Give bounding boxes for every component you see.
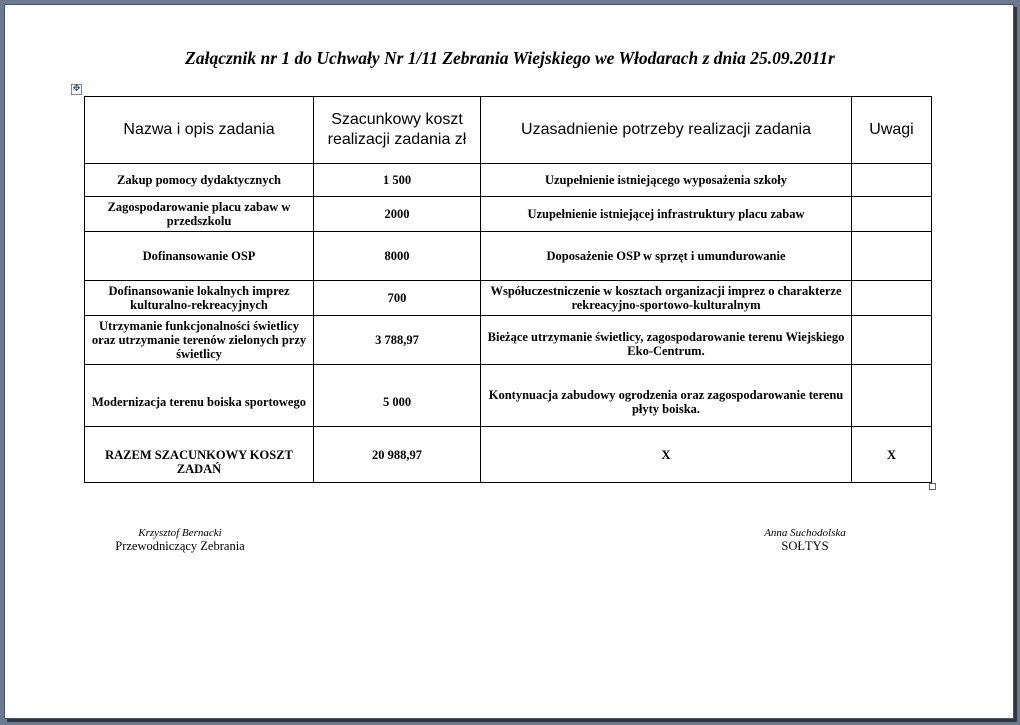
task-notes	[852, 197, 932, 232]
table-row	[85, 316, 932, 365]
header-task-name: Nazwa i opis zadania	[85, 97, 314, 164]
task-notes	[852, 316, 932, 365]
task-reason: Uzupełnienie istniejącego wyposażenia szkoły	[481, 164, 852, 197]
signature-right-name: Anna Suchodolska	[764, 527, 846, 539]
table-resize-handle-icon[interactable]	[929, 483, 936, 490]
task-reason: Kontynuacja zabudowy ogrodzenia oraz zagospodarowanie terenu płyty boiska.	[481, 365, 852, 427]
task-cost: 700	[314, 281, 481, 316]
document-title: Załącznik nr 1 do Uchwały Nr 1/11 Zebrania Wiejskiego we Włodarach z dnia 25.09.2011r	[185, 48, 835, 68]
total-label: RAZEM SZACUNKOWY KOSZT ZADAŃ	[85, 427, 314, 483]
task-name: Zakup pomocy dydaktycznych	[85, 164, 314, 197]
table-row	[85, 232, 932, 281]
signature-left-role: Przewodniczący Zebrania	[115, 539, 245, 553]
signature-left-name: Krzysztof Bernacki	[138, 527, 222, 539]
signature-right	[735, 527, 875, 554]
table-move-handle-icon[interactable]: ✥	[72, 84, 81, 94]
table-row	[85, 164, 932, 197]
total-cost: 20 988,97	[314, 427, 481, 483]
signature-right-role: SOŁTYS	[781, 539, 829, 553]
task-cost: 5 000	[314, 365, 481, 427]
tasks-table	[84, 96, 932, 483]
task-cost: 1 500	[314, 164, 481, 197]
task-name: Modernizacja terenu boiska sportowego	[85, 365, 314, 427]
task-cost: 2000	[314, 197, 481, 232]
task-reason: Bieżące utrzymanie świetlicy, zagospodarowanie terenu Wiejskiego Eko-Centrum.	[481, 316, 852, 365]
header-justification: Uzasadnienie potrzeby realizacji zadania	[481, 97, 852, 164]
signature-left	[100, 527, 260, 554]
task-name: Dofinansowanie lokalnych imprez kulturalno-rekreacyjnych	[85, 281, 314, 316]
task-reason: Uzupełnienie istniejącej infrastruktury placu zabaw	[481, 197, 852, 232]
table-row	[85, 197, 932, 232]
task-name: Zagospodarowanie placu zabaw w przedszkolu	[85, 197, 314, 232]
task-name: Utrzymanie funkcjonalności świetlicy oraz utrzymanie terenów zielonych przy świetlicy	[85, 316, 314, 365]
total-notes: X	[852, 427, 932, 483]
task-reason: Współuczestniczenie w kosztach organizacji imprez o charakterze rekreacyjno-sportowo-kulturalnym	[481, 281, 852, 316]
task-cost: 3 788,97	[314, 316, 481, 365]
table-total-row	[85, 427, 932, 483]
table-header-row	[85, 97, 932, 164]
task-name: Dofinansowanie OSP	[85, 232, 314, 281]
table-row	[85, 281, 932, 316]
header-notes: Uwagi	[852, 97, 932, 164]
task-cost: 8000	[314, 232, 481, 281]
task-notes	[852, 164, 932, 197]
table-row	[85, 365, 932, 427]
total-reason: X	[481, 427, 852, 483]
task-notes	[852, 232, 932, 281]
header-estimated-cost: Szacunkowy koszt realizacji zadania zł	[314, 97, 481, 164]
task-notes	[852, 281, 932, 316]
task-notes	[852, 365, 932, 427]
task-reason: Doposażenie OSP w sprzęt i umundurowanie	[481, 232, 852, 281]
